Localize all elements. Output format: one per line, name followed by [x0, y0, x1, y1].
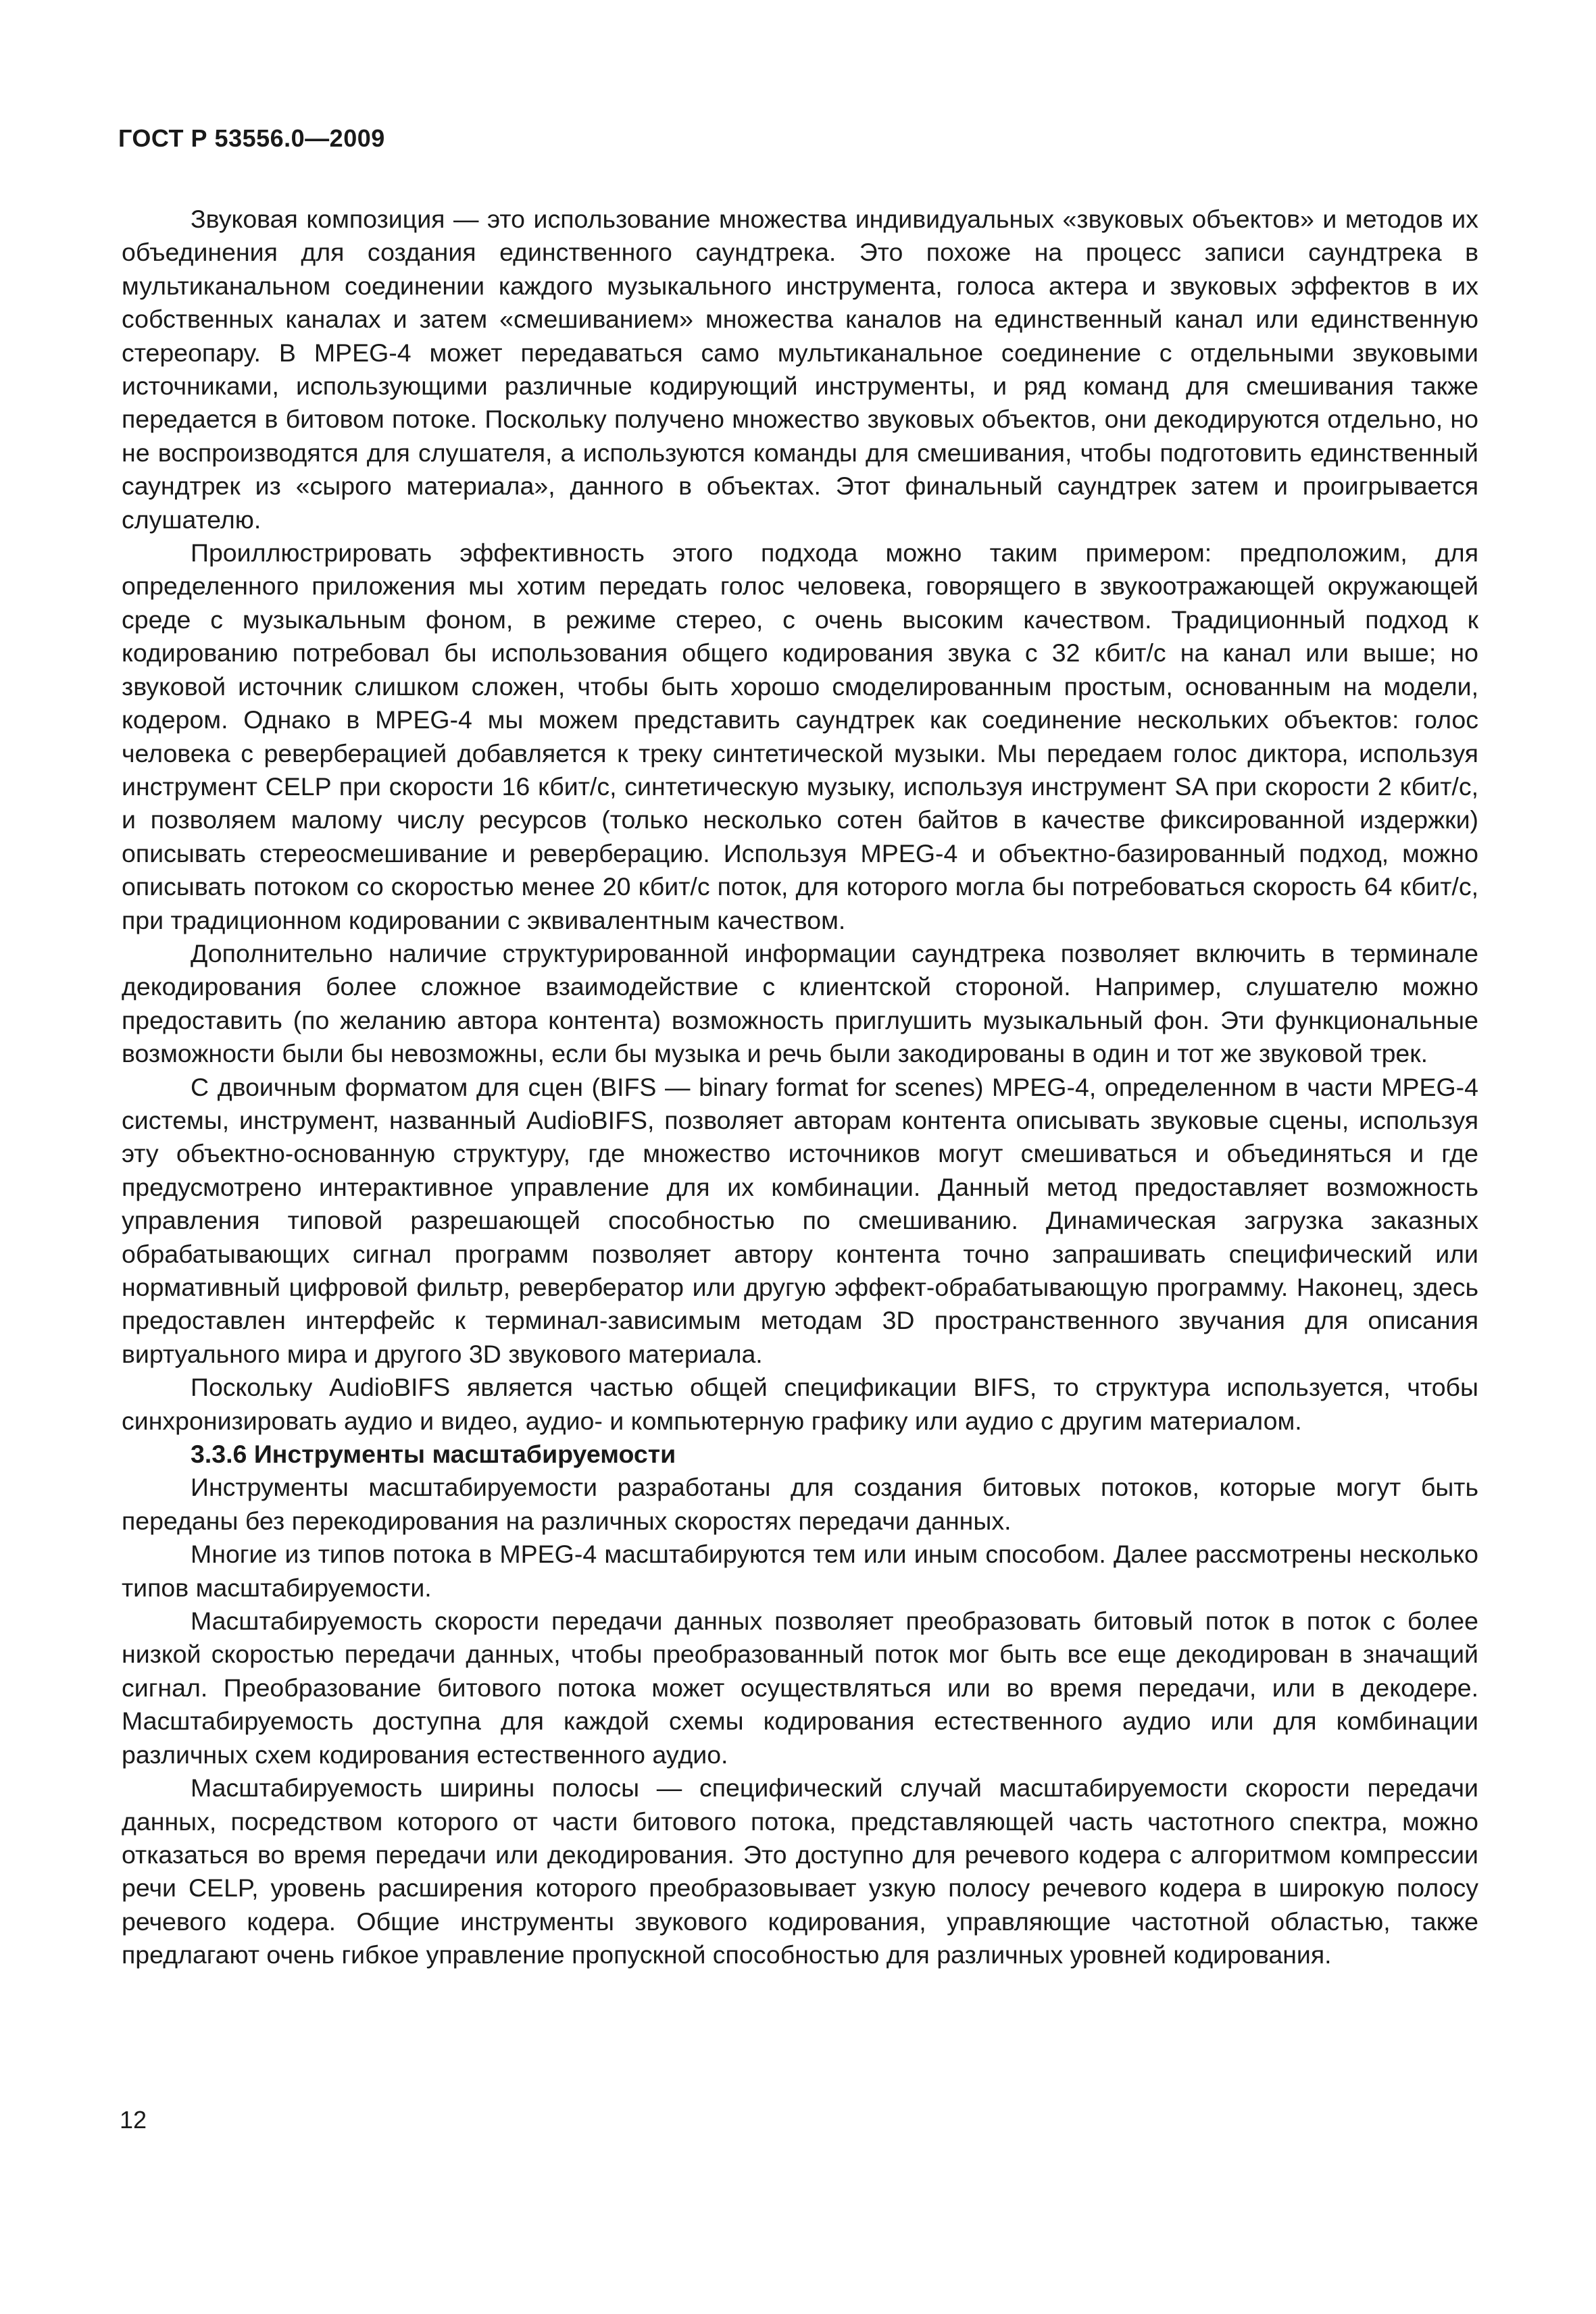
section-heading: 3.3.6 Инструменты масштабируемости — [191, 1440, 676, 1469]
paragraph-stream-types: Многие из типов потока в MPEG-4 масштабируются тем или иным способом. Далее рассмотрены несколько типов масштабируемости. — [122, 1540, 1478, 1602]
paragraph-scalability-tools: Инструменты масштабируемости разработаны для создания битовых потоков, которые могут быть переданы без перекодирования на различных скоростях передачи данных. — [122, 1473, 1478, 1535]
paragraph-bifs: С двоичным форматом для сцен (BIFS — binary format for scenes) MPEG-4, определенном в части MPEG-4 системы, инструмент, названный AudioBIFS, позволяет авторам контента описывать звуковые сцены, используя эту объектно-основанную структуру, где множество источников могут смешиваться и объединяться и где предусмотрено интерактивное управление для их комбинации. Данный метод предоставляет возможность управления типовой разрешающей способностью по смешиванию. Динамическая загрузка заказных обрабатывающих сигнал программ позволяет автору контента точно запрашивать специфический или нормативный цифровой фильтр, ревербератор или другую эффект-обрабатывающую программу. Наконец, здесь предоставлен интерфейс к терминал-зависимым методам 3D пространственного звучания для описания виртуального мира и другого 3D звукового материала. — [122, 1072, 1478, 1368]
document-body — [122, 203, 1478, 1972]
paragraph-bandwidth-scalability: Масштабируемость ширины полосы — специфический случай масштабируемости скорости передачи данных, посредством которого от части битового потока, представляющей часть частотного спектра, можно отказаться во время передачи или декодирования. Это доступно для речевого кодера с алгоритмом компрессии речи CELP, уровень расширения которого преобразовывает узкую полосу речевого кодера в широкую полосу речевого кодера. Общие инструменты звукового кодирования, управляющие частотной областью, также предлагают очень гибкое управление пропускной способностью для различных уровней кодирования. — [122, 1774, 1478, 1969]
document-header: ГОСТ Р 53556.0—2009 — [118, 124, 385, 152]
paragraph-efficiency-example: Проиллюстрировать эффективность этого подхода можно таким примером: предположим, для определенного приложения мы хотим передать голос человека, говорящего в звукоотражающей окружающей среде с музыкальным фоном, в режиме стерео, с очень высоким качеством. Традиционный подход к кодированию потребовал бы использования общего кодирования звука с 32 кбит/с на канал или выше; но звуковой источник слишком сложен, чтобы быть хорошо смоделированным простым, основанным на модели, кодером. Однако в MPEG-4 мы можем представить саундтрек как соединение нескольких объектов: голос человека с реверберацией добавляется к треку синтетической музыки. Мы передаем голос диктора, используя инструмент CELP при скорости 16 кбит/с, синтетическую музыку, используя инструмент SA при скорости 2 кбит/с, и позволяем малому числу ресурсов (только несколько сотен байтов в качестве фиксированной издержки) описывать стереосмешивание и реверберацию. Используя MPEG-4 и объектно-базированный подход, можно описывать потоком со скоростью менее 20 кбит/с поток, для которого могла бы потребоваться скорость 64 кбит/с, при традиционном кодировании с эквивалентным качеством. — [122, 538, 1478, 934]
paragraph-bitrate-scalability: Масштабируемость скорости передачи данных позволяет преобразовать битовый поток в поток с более низкой скоростью передачи данных, чтобы преобразованный поток мог быть все еще декодирован в значащий сигнал. Преобразование битового потока может осуществляться или во время передачи, или в декодере. Масштабируемость доступна для каждой схемы кодирования естественного аудио или для комбинации различных схем кодирования естественного аудио. — [122, 1607, 1478, 1769]
page-number: 12 — [120, 2106, 147, 2134]
paragraph-audiobifs: Поскольку AudioBIFS является частью общей спецификации BIFS, то структура используется, чтобы синхронизировать аудио и видео, аудио- и компьютерную графику или аудио с другим материалом. — [122, 1373, 1478, 1435]
paragraph-sound-composition: Звуковая композиция — это использование множества индивидуальных «звуковых объектов» и методов их объединения для создания единственного саундтрека. Это похоже на процесс записи саундтрека в мультиканальном соединении каждого музыкального инструмента, голоса актера и звуковых эффектов в их собственных каналах и затем «смешиванием» множества каналов на единственный канал или единственную стереопару. В MPEG-4 может передаваться само мультиканальное соединение с отдельными звуковыми источниками, использующими различные кодирующий инструменты, и ряд команд для смешивания также передается в битовом потоке. Поскольку получено множество звуковых объектов, они декодируются отдельно, но не воспроизводятся для слушателя, а используются команды для смешивания, чтобы подготовить единственный саундтрек из «сырого материала», данного в объектах. Этот финальный саундтрек затем и проигрывается слушателю. — [122, 205, 1478, 534]
paragraph-structured-info: Дополнительно наличие структурированной информации саундтрека позволяет включить в терминале декодирования более сложное взаимодействие с клиентской стороной. Например, слушателю можно предоставить (по желанию автора контента) возможность приглушить музыкальный фон. Эти функциональные возможности были бы невозможны, если бы музыка и речь были закодированы в один и тот же звуковой трек. — [122, 938, 1478, 1068]
